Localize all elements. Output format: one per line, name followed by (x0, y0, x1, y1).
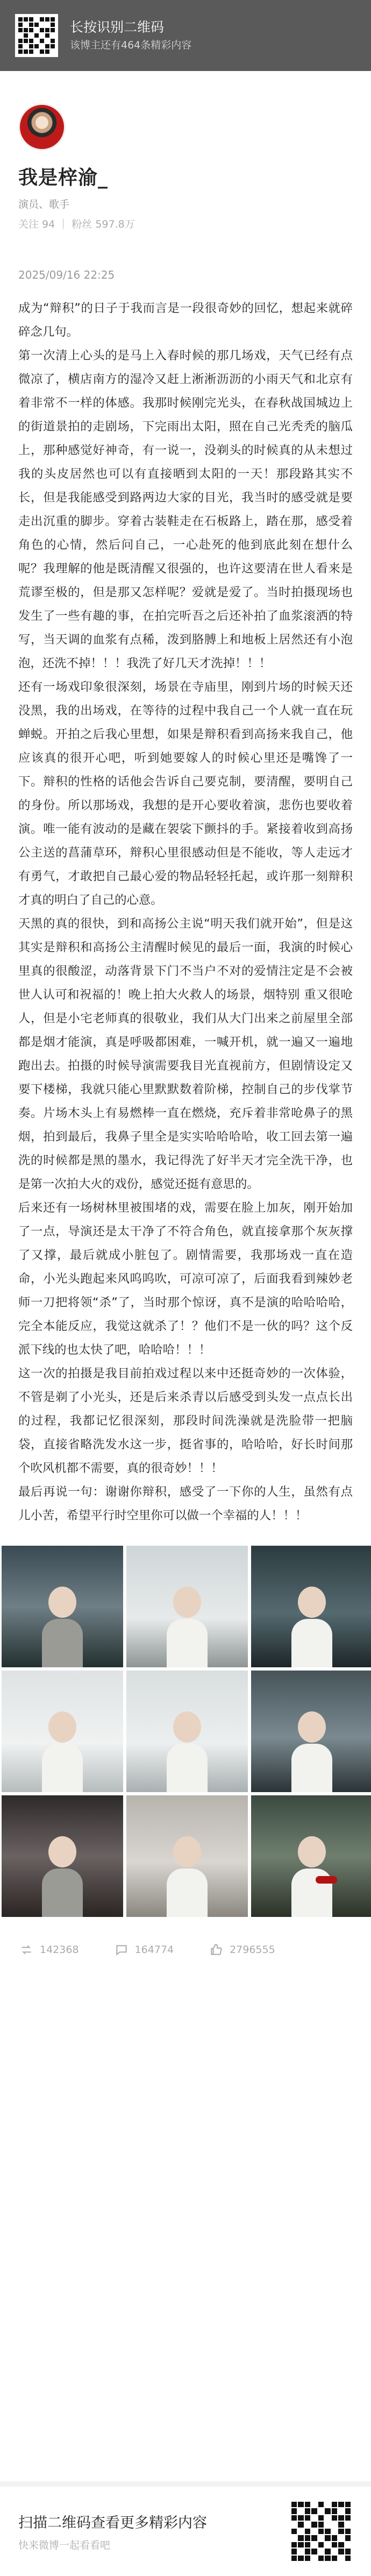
comment-icon (115, 1943, 129, 1957)
post-paragraph: 成为“辩积”的日子于我而言是一段很奇妙的回忆，想起来就碎碎念几句。 (18, 301, 353, 339)
profile-name[interactable]: 我是梓渝_ (18, 167, 109, 189)
bottom-title: 扫描二维码查看更多精彩内容 (18, 2515, 207, 2531)
qr-banner-title: 长按识别二维码 (70, 19, 165, 35)
photo[interactable] (2, 1546, 123, 1667)
repost-count: 142368 (40, 1944, 79, 1956)
photo[interactable] (251, 1671, 371, 1792)
like-icon (209, 1943, 223, 1957)
like-count: 2796555 (230, 1944, 275, 1956)
photo[interactable] (2, 1795, 123, 1917)
post-paragraph: 天黑的真的很快，到和高扬公主说“明天我们就开始”，但是这其实是辩积和高扬公主清醒时候见的最后一面，我演的时候心里真的很酸涩，动落背景下门不当户不对的爱情注定是不会被世人认可和祝福的！晚上拍大火救人的场景，烟特别 重又很呛人，但是小宅老师真的很敬业，我们从大门出来之前屋里全部都是烟才能演，真是呼吸都困难，一喊开机，就一遍又一遍地跑出去。拍摄的时候导演需要我目光直视前方，但剧情设定又要下楼梯，我就只能心里默默数着阶梯，控制自己的步伐掌节奏。片场木头上有易燃棒一直在燃烧，充斥着非常呛鼻子的黑烟，拍到最后，我鼻子里全是实实哈哈哈哈，收工回去第一遍洗的时候都是黑的墨水，我记得洗了好半天才完全洗干净，也是第一次拍大火的戏份，感觉还挺有意思的。 (18, 917, 353, 1191)
photo[interactable] (126, 1546, 248, 1667)
photo[interactable] (251, 1795, 371, 1917)
comment-button[interactable] (115, 1943, 174, 1957)
qr-banner[interactable] (0, 0, 371, 71)
post-paragraph: 第一次清上心头的是马上入春时候的那几场戏，天气已经有点微凉了，横店南方的湿冷又赶上淅淅沥沥的小雨天气和北京有着非常不一样的体感。我那时候刚完光头，在春秋战国城边上的街道景拍的走剧场，下完雨出太阳，照在自己光秃秃的脑瓜上，那种感觉好神奇，有一说一，没剃头的时候真的从未想过我的头皮居然也可以有直接晒到太阳的一天！那段路其实不长，但是我能感受到路两边大家的目光，我当时的感受就是要走出沉重的脚步。穿着古装鞋走在石板路上，踏在那，感受着角色的心情，然后问自己，一心赴死的他到底此刻在想什么呢？我理解的他是既清醒又很强的，也许这要清在世人看来是荒谬至极的，但是那又怎样呢？爱就是爱了。当时拍摄现场也发生了一些有趣的事，在拍完听吾之后还补拍了血浆滚洒的特写，当天调的血浆有点稀，泼到胳膊上和地板上居然还有小泡泡，还洗不掉！！！我洗了好几天才洗掉！！！ (18, 349, 353, 670)
qr-code-small[interactable] (15, 14, 58, 57)
post-paragraph: 最后再说一句：谢谢你辩积，感受了一下你的人生，虽然有点儿小苦，希望平行时空里你可以做一个幸福的人！！！ (18, 1485, 353, 1523)
profile-stats: 关注 94 ｜ 粉丝 597.8万 (18, 218, 135, 230)
post-content (0, 296, 371, 1527)
action-bar (0, 1943, 371, 1957)
photo-grid (0, 1546, 371, 1917)
qr-code-large[interactable] (289, 2500, 353, 2563)
bottom-subtitle: 快来微博一起看看吧 (18, 2539, 111, 2551)
post-paragraph: 还有一场戏印象很深刻，场景在寺庙里，刚到片场的时候天还没黑，我的出场戏，在等待的过程中我自己一个人就一直在玩蝉蜕。开拍之后我心里想，如果是辩积看到高扬来我自己，他应该真的很开心吧，听到她要嫁人的时候心里还是嘴馋了一下。辩积的性格的话他会告诉自己要克制，要清醒，要明自己的身份。所以那场戏，我想的是开心要收着演，悲伤也要收着演。唯一能有波动的是藏在袈裟下颤抖的手。紧接着收到高扬公主送的菖蒲草环，辩积心里很感动但是不能收，等人走远才有勇气，才敢把自己最心爱的物品轻轻托起，或许那一刻辩积才真的明白了自己的心意。 (18, 680, 353, 907)
photo[interactable] (2, 1671, 123, 1792)
photo[interactable] (126, 1671, 248, 1792)
post-paragraph: 后来还有一场树林里被围堵的戏，需要在脸上加灰，刚开始加了一点，导演还是太干净了不符合角色，就直接拿那个灰灰撑了又撑，最后就成小脏包了。剧情需要，我那场戏一直在造命，小光头跑起来风呜呜吹，可凉可凉了，后面我看到辣妙老师一刀把将领“杀”了，当时那个惊讶，真不是演的哈哈哈哈，完全本能反应，我觉这就杀了！？他们不是一伙的吗？这个反派下线的也太快了吧，哈哈哈！！！ (18, 1201, 353, 1357)
post-date: 2025/09/16 22:25 (18, 268, 115, 281)
profile-tags: 演员、歌手 (18, 199, 70, 210)
photo[interactable] (126, 1795, 248, 1917)
repost-icon (19, 1943, 33, 1957)
qr-banner-subtitle: 该博主还有464条精彩内容 (70, 39, 192, 51)
post-paragraph: 这一次的拍摄是我目前拍戏过程以来中还挺奇妙的一次体验，不管是剃了小光头，还是后来杀青以后感受到头发一点点长出的过程，我都记忆很深刻，那段时间洗澡就是洗脸带一把脑袋，直接省略洗发水这一步，挺省事的，哈哈哈，好长时间那个吹风机都不需要，真的很奇妙！！！ (18, 1367, 353, 1475)
profile-header (0, 71, 371, 231)
photo[interactable] (251, 1546, 371, 1667)
avatar[interactable] (18, 103, 66, 151)
repost-button[interactable] (19, 1943, 79, 1957)
like-button[interactable] (209, 1943, 275, 1957)
comment-count: 164774 (134, 1944, 174, 1956)
bottom-qr-banner[interactable] (0, 2481, 371, 2576)
